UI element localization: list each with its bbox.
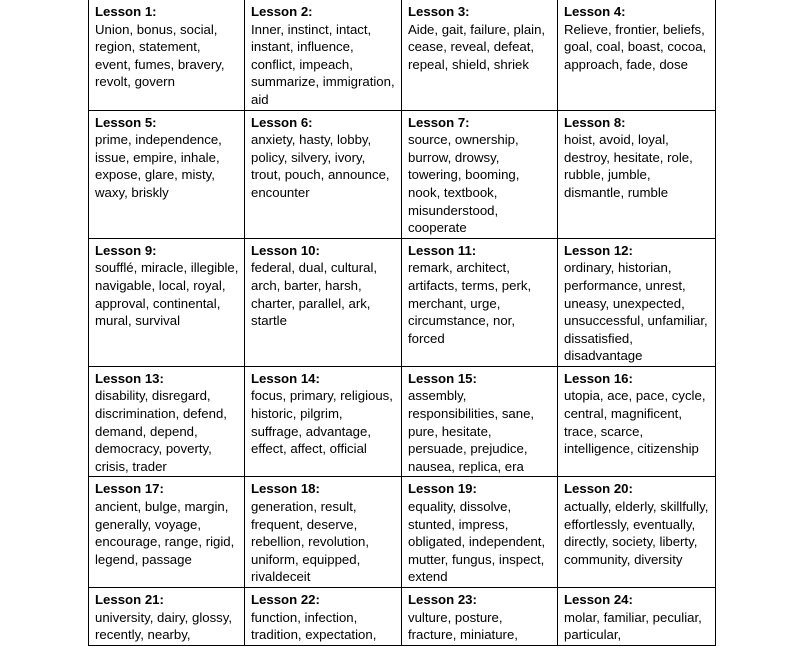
lesson-cell bbox=[558, 110, 716, 238]
lesson-words: prime, independence, issue, empire, inhale, expose, glare, misty, waxy, briskly bbox=[95, 132, 222, 200]
table-row bbox=[89, 0, 716, 110]
lesson-words: soufflé, miracle, illegible, navigable, local, royal, approval, continental, mural, survival bbox=[95, 260, 239, 329]
lesson-title: Lesson 19: bbox=[408, 481, 477, 497]
lesson-title: Lesson 14: bbox=[251, 370, 320, 386]
table-row bbox=[89, 477, 716, 588]
lesson-title: Lesson 13: bbox=[95, 370, 164, 386]
lesson-title: Lesson 22: bbox=[251, 592, 320, 607]
lesson-words: actually, elderly, skillfully, effortlessly, eventually, directly, society, liberty, community, diversity bbox=[564, 499, 709, 567]
table-row bbox=[89, 110, 716, 238]
lesson-cell bbox=[245, 0, 402, 110]
table-row bbox=[89, 366, 716, 477]
lesson-cell bbox=[402, 588, 558, 646]
lesson-title: Lesson 4: bbox=[564, 4, 626, 19]
lesson-cell bbox=[245, 110, 402, 238]
lesson-title: Lesson 6: bbox=[251, 114, 313, 130]
lesson-words: university, dairy, glossy, recently, nearby, bbox=[95, 609, 233, 643]
lesson-words: vulture, posture, fracture, miniature, bbox=[408, 609, 518, 643]
lesson-title: Lesson 12: bbox=[564, 242, 633, 258]
lesson-words: federal, dual, cultural, arch, barter, harsh, charter, parallel, ark, startle bbox=[251, 260, 378, 329]
lesson-cell bbox=[558, 588, 716, 646]
lesson-words: generation, result, frequent, deserve, rebellion, revolution, uniform, equipped, rivaldeceit bbox=[251, 499, 370, 585]
lesson-words: equality, dissolve, stunted, impress, obligated, independent, mutter, fungus, inspect, extend bbox=[408, 499, 546, 585]
lesson-words: focus, primary, religious, historic, pilgrim, suffrage, advantage, effect, affect, official bbox=[251, 388, 393, 457]
table-row bbox=[89, 238, 716, 366]
lesson-title: Lesson 24: bbox=[564, 592, 633, 607]
lesson-title: Lesson 15: bbox=[408, 370, 477, 386]
lesson-words: Relieve, frontier, beliefs, goal, coal, boast, cocoa, approach, fade, dose bbox=[564, 21, 707, 72]
lesson-title: Lesson 21: bbox=[95, 592, 164, 607]
lesson-cell bbox=[402, 366, 558, 477]
lesson-cell bbox=[402, 238, 558, 366]
lesson-title: Lesson 17: bbox=[95, 481, 164, 497]
lesson-cell bbox=[89, 238, 245, 366]
lesson-title: Lesson 2: bbox=[251, 4, 313, 19]
lesson-words: remark, architect, artifacts, terms, perk, merchant, urge, circumstance, nor, forced bbox=[408, 260, 532, 346]
lesson-words: function, infection, tradition, expectation, bbox=[251, 609, 377, 643]
lesson-words: Union, bonus, social, region, statement, event, fumes, bravery, revolt, govern bbox=[95, 21, 225, 90]
lesson-words: Inner, instinct, intact, instant, influence, conflict, impeach, summarize, immigration, aid bbox=[251, 21, 395, 107]
lesson-cell bbox=[402, 110, 558, 238]
lesson-cell bbox=[402, 477, 558, 588]
lesson-cell bbox=[245, 588, 402, 646]
lesson-title: Lesson 10: bbox=[251, 242, 320, 258]
lesson-words: Aide, gait, failure, plain, cease, reveal, defeat, repeal, shield, shriek bbox=[408, 21, 546, 72]
lesson-cell bbox=[558, 238, 716, 366]
lesson-cell bbox=[402, 0, 558, 110]
lesson-title: Lesson 1: bbox=[95, 4, 157, 19]
table-row bbox=[89, 588, 716, 646]
lesson-words: source, ownership, burrow, drowsy, towering, booming, nook, textbook, misunderstood, cooperate bbox=[408, 132, 520, 236]
vocabulary-lessons-table bbox=[88, 0, 716, 646]
lesson-words: ancient, bulge, margin, generally, voyage, encourage, range, rigid, legend, passage bbox=[95, 499, 235, 567]
lesson-cell bbox=[245, 238, 402, 366]
lesson-cell bbox=[89, 588, 245, 646]
lesson-title: Lesson 20: bbox=[564, 481, 633, 497]
lesson-title: Lesson 3: bbox=[408, 4, 470, 19]
lesson-cell bbox=[89, 0, 245, 110]
lesson-title: Lesson 5: bbox=[95, 114, 157, 130]
lesson-cell bbox=[558, 0, 716, 110]
lesson-words: ordinary, historian, performance, unrest, uneasy, unexpected, unsuccessful, unfamiliar, dissatisfied, disadvantage bbox=[564, 260, 708, 364]
lesson-words: molar, familiar, peculiar, particular, bbox=[564, 609, 702, 643]
lesson-cell bbox=[245, 366, 402, 477]
lesson-words: disability, disregard, discrimination, defend, demand, depend, democracy, poverty, crisis, trader bbox=[95, 388, 227, 474]
lesson-title: Lesson 23: bbox=[408, 592, 477, 607]
lesson-cell bbox=[558, 366, 716, 477]
lesson-title: Lesson 7: bbox=[408, 114, 470, 130]
lesson-title: Lesson 11: bbox=[408, 242, 477, 258]
lesson-title: Lesson 8: bbox=[564, 114, 626, 130]
lesson-words: utopia, ace, pace, cycle, central, magnificent, trace, scarce, intelligence, citizenship bbox=[564, 388, 706, 457]
lesson-title: Lesson 16: bbox=[564, 370, 633, 386]
lesson-cell bbox=[558, 477, 716, 588]
lesson-words: anxiety, hasty, lobby, policy, silvery, ivory, trout, pouch, announce, encounter bbox=[251, 132, 390, 200]
lesson-words: assembly, responsibilities, sane, pure, hesitate, persuade, prejudice, nausea, replica, era bbox=[408, 388, 535, 474]
lesson-cell bbox=[89, 110, 245, 238]
lesson-cell bbox=[89, 366, 245, 477]
lesson-title: Lesson 18: bbox=[251, 481, 320, 497]
lesson-cell bbox=[245, 477, 402, 588]
lesson-words: hoist, avoid, loyal, destroy, hesitate, role, rubble, jumble, dismantle, rumble bbox=[564, 132, 693, 200]
lesson-title: Lesson 9: bbox=[95, 242, 157, 258]
lesson-cell bbox=[89, 477, 245, 588]
